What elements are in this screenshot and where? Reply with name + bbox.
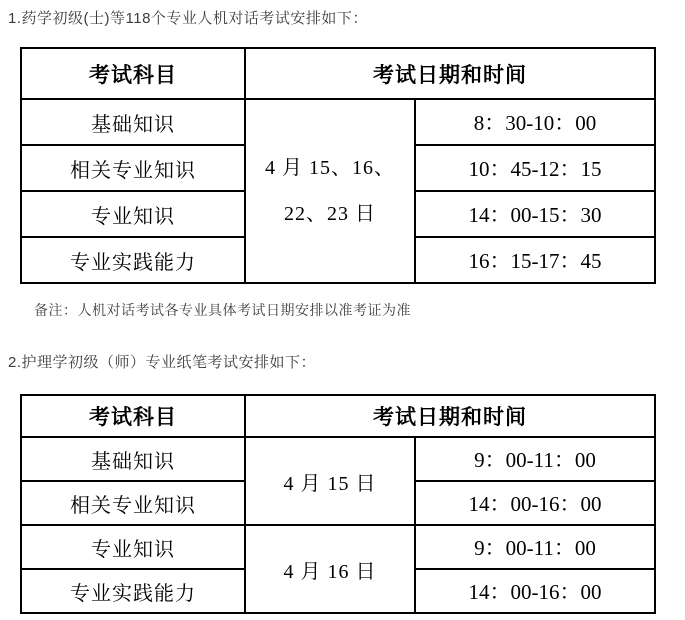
time-cell: 9：00-11：00: [415, 525, 655, 569]
subject-cell: 相关专业知识: [21, 481, 245, 525]
date-cell: 4 月 16 日: [245, 525, 415, 613]
time-cell: 16：15-17：45: [415, 237, 655, 283]
table2-header-row: [21, 395, 655, 437]
subject-cell: 专业知识: [21, 191, 245, 237]
time-cell: 14：00-15：30: [415, 191, 655, 237]
subject-cell: 基础知识: [21, 437, 245, 481]
date-cell: [245, 99, 415, 283]
table-row: [21, 437, 655, 481]
subject-cell: 专业知识: [21, 525, 245, 569]
time-cell: 9：00-11：00: [415, 437, 655, 481]
section1-heading: 1.药学初级(士)等118个专业人机对话考试安排如下：: [8, 10, 368, 27]
table2-header-datetime: 考试日期和时间: [245, 395, 655, 437]
time-cell: 10：45-12：15: [415, 145, 655, 191]
subject-cell: 专业实践能力: [21, 237, 245, 283]
exam-table-1: [20, 47, 656, 284]
date-line-2: 22、23 日: [284, 203, 376, 225]
subject-cell: 相关专业知识: [21, 145, 245, 191]
section2-heading: 2.护理学初级（师）专业纸笔考试安排如下：: [8, 354, 317, 371]
time-cell: 14：00-16：00: [415, 481, 655, 525]
table1-header-subject: 考试科目: [21, 48, 245, 99]
subject-cell: 基础知识: [21, 99, 245, 145]
table1-header-row: [21, 48, 655, 99]
date-cell: 4 月 15 日: [245, 437, 415, 525]
exam-table-2: [20, 394, 656, 614]
table2-header-subject: 考试科目: [21, 395, 245, 437]
table1-header-datetime: 考试日期和时间: [245, 48, 655, 99]
subject-cell: 专业实践能力: [21, 569, 245, 613]
time-cell: 14：00-16：00: [415, 569, 655, 613]
table-row: [21, 99, 655, 145]
time-cell: 8：30-10：00: [415, 99, 655, 145]
date-line-1: 4 月 15、16、: [265, 157, 395, 179]
table1-note: 备注：人机对话考试各专业具体考试日期安排以准考证为准: [34, 302, 411, 318]
table-row: [21, 525, 655, 569]
